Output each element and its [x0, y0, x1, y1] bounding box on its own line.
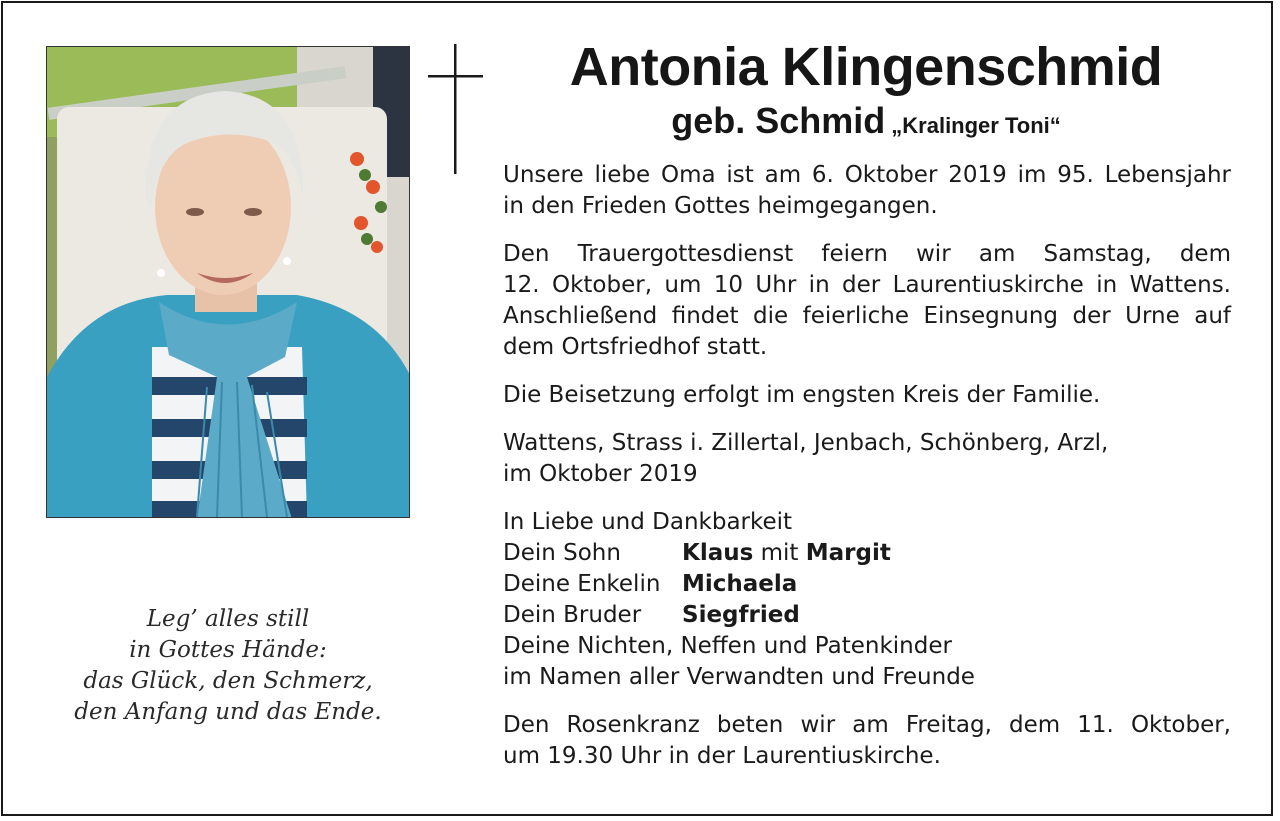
rosary-info — [503, 710, 1231, 772]
text-line: dem Ortsfriedhof statt. — [503, 334, 768, 360]
signer-connector: mit — [760, 540, 799, 566]
text-line: in den Frieden Gottes heimgegangen. — [503, 193, 938, 219]
mourners-list — [503, 507, 1231, 693]
signers-intro: In Liebe und Dankbarkeit — [503, 509, 793, 535]
signer-relatives: im Namen aller Verwandten und Freunde — [503, 664, 975, 690]
signer-row — [503, 569, 1231, 600]
signer-partner: Margit — [805, 540, 891, 566]
poem-line: in Gottes Hände: — [129, 637, 327, 663]
signer-name: Michaela — [682, 571, 798, 597]
text-line: um 19.30 Uhr in der Laurentiuskirche. — [503, 743, 941, 769]
place-and-date — [503, 428, 1231, 490]
signer-name: Siegfried — [682, 602, 800, 628]
signer-nieces: Deine Nichten, Neffen und Patenkinder — [503, 633, 952, 659]
deceased-name: Antonia Klingenschmid — [569, 37, 1163, 97]
poem-line: Leg’ alles still — [146, 606, 310, 632]
signer-relation: Dein Sohn — [503, 540, 621, 566]
portrait-image — [47, 47, 410, 518]
burial-info — [503, 380, 1231, 411]
signer-name: Klaus — [682, 540, 754, 566]
portrait-photo — [46, 46, 410, 518]
signer-row — [503, 538, 1231, 569]
deceased-subtitle — [500, 100, 1232, 142]
cross-icon — [428, 44, 486, 176]
text-line: Die Beisetzung erfolgt im engsten Kreis der Familie. — [503, 382, 1101, 408]
text-line: Den Trauergottesdienst feiern wir am Samstag, dem — [503, 241, 1231, 267]
memorial-poem — [46, 604, 410, 728]
text-line: Anschließend findet die feierliche Einsegnung der Urne auf — [503, 303, 1231, 329]
poem-line: das Glück, den Schmerz, — [83, 668, 373, 694]
text-line: Den Rosenkranz beten wir am Freitag, dem 11. Oktober, — [503, 712, 1231, 738]
signer-relation: Deine Enkelin — [503, 571, 661, 597]
signer-relation: Dein Bruder — [503, 602, 642, 628]
birth-name: geb. Schmid — [671, 100, 886, 141]
text-line: Wattens, Strass i. Zillertal, Jenbach, Schönberg, Arzl, — [503, 430, 1109, 456]
death-announcement — [503, 160, 1231, 222]
text-line: im Oktober 2019 — [503, 461, 698, 487]
text-line: 12. Oktober, um 10 Uhr in der Laurentiuskirche in Wattens. — [503, 272, 1231, 298]
funeral-service-info — [503, 239, 1231, 363]
nickname: „Kralinger Toni“ — [891, 113, 1061, 138]
signer-row — [503, 600, 1231, 631]
poem-line: den Anfang und das Ende. — [74, 699, 382, 725]
obituary-text — [503, 160, 1231, 772]
text-line: Unsere liebe Oma ist am 6. Oktober 2019 im 95. Lebensjahr — [503, 162, 1231, 188]
